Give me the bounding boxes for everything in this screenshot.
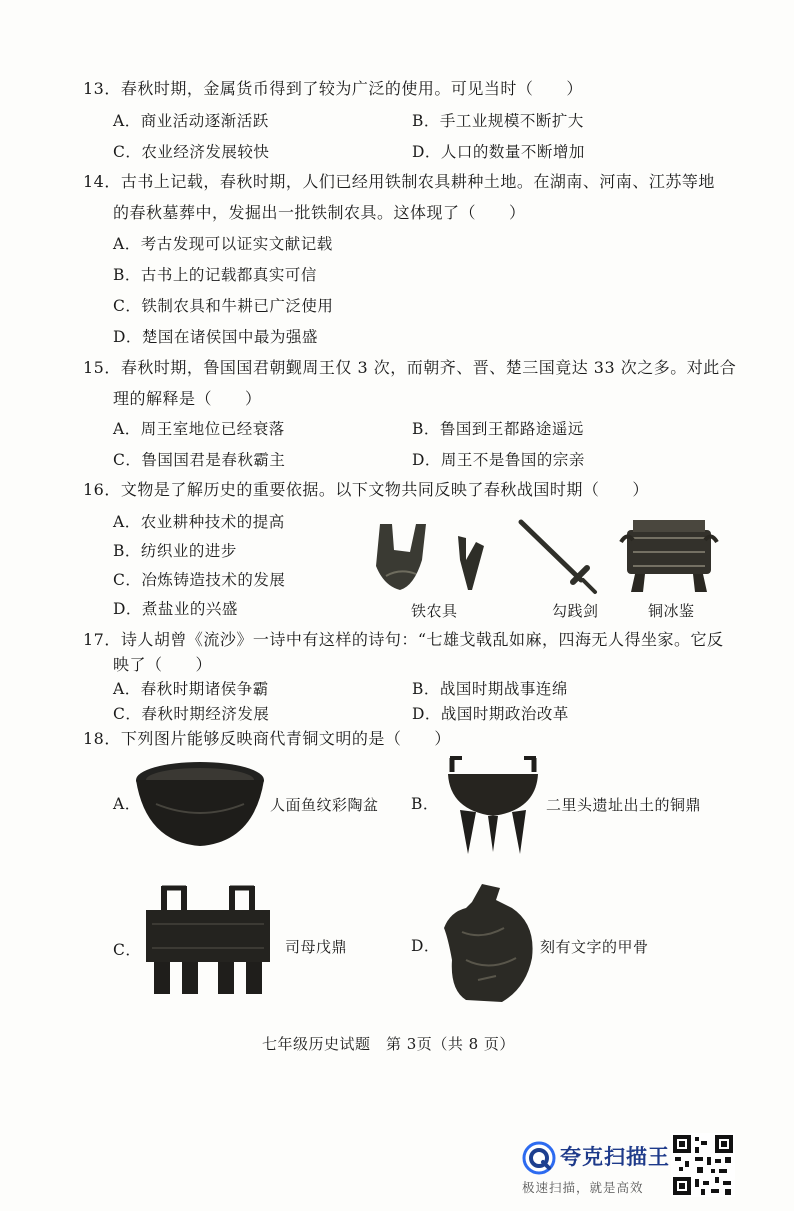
- q18-caption-d: 刻有文字的甲骨: [540, 938, 649, 956]
- q17-stem-line2: 映了（ ）: [113, 655, 213, 674]
- q18-label-c: C．: [113, 941, 142, 959]
- q18-caption-a: 人面鱼纹彩陶盆: [270, 796, 379, 814]
- q13-option-b: B．手工业规模不断扩大: [412, 112, 584, 130]
- q15-option-b: B．鲁国到王都路途遥远: [412, 420, 584, 438]
- q16-caption-iron-tools: 铁农具: [411, 602, 458, 620]
- qr-code-icon: [671, 1133, 735, 1197]
- q14-option-d: D．楚国在诸侯国中最为强盛: [113, 328, 318, 346]
- q17-option-d: D．战国时期政治改革: [412, 705, 569, 723]
- q14-option-b: B．古书上的记载都真实可信: [113, 266, 317, 284]
- q14-stem-line1: 14．古书上记载，春秋时期，人们已经用铁制农具耕种土地。在湖南、河南、江苏等地: [83, 172, 715, 191]
- iron-tool-icon: [370, 516, 500, 598]
- pottery-basin-icon: [134, 760, 266, 850]
- q13-option-c: C．农业经济发展较快: [113, 143, 270, 161]
- simuwu-ding-icon: [142, 884, 274, 996]
- oracle-bone-icon: [442, 880, 538, 1004]
- sword-icon: [515, 516, 605, 596]
- q18-caption-b: 二里头遗址出土的铜鼎: [546, 796, 702, 814]
- q14-option-c: C．铁制农具和牛耕已广泛使用: [113, 297, 334, 315]
- q14-option-a: A．考古发现可以证实文献记载: [113, 235, 333, 253]
- q15-option-a: A．周王室地位已经衰落: [113, 420, 285, 438]
- q15-option-d: D．周王不是鲁国的宗亲: [412, 451, 585, 469]
- brand-name: 夸克扫描王: [560, 1145, 670, 1169]
- q16-option-b: B．纺织业的进步: [113, 542, 237, 560]
- q16-caption-goujian-sword: 勾践剑: [552, 602, 599, 620]
- q17-option-b: B．战国时期战事连绵: [412, 680, 568, 698]
- q16-option-d: D．煮盐业的兴盛: [113, 600, 238, 618]
- q17-option-c: C．春秋时期经济发展: [113, 705, 270, 723]
- q16-option-c: C．冶炼铸造技术的发展: [113, 571, 286, 589]
- q13-option-d: D．人口的数量不断增加: [412, 143, 585, 161]
- brand-slogan: 极速扫描，就是高效: [522, 1180, 644, 1195]
- q15-option-c: C．鲁国国君是春秋霸主: [113, 451, 286, 469]
- q17-option-a: A．春秋时期诸侯争霸: [113, 680, 269, 698]
- q15-stem-line2: 理的解释是（ ）: [113, 389, 262, 408]
- q18-caption-c: 司母戊鼎: [285, 938, 348, 956]
- q15-stem-line1: 15．春秋时期，鲁国国君朝觐周王仅 3 次，而朝齐、晋、楚三国竟达 33 次之多。对此合: [83, 358, 737, 377]
- q13-stem: 13．春秋时期，金属货币得到了较为广泛的使用。可见当时（ ）: [83, 79, 583, 98]
- page-footer: 七年级历史试题 第 3页（共 8 页）: [262, 1035, 515, 1053]
- q16-stem: 16．文物是了解历史的重要依据。以下文物共同反映了春秋战国时期（ ）: [83, 480, 649, 499]
- bronze-ding-icon: [440, 752, 546, 856]
- q16-option-a: A．农业耕种技术的提高: [113, 513, 285, 531]
- quark-logo-icon: [522, 1141, 556, 1175]
- q18-label-b: B．: [411, 795, 439, 813]
- q13-option-a: A．商业活动逐渐活跃: [113, 112, 269, 130]
- q18-stem: 18．下列图片能够反映商代青铜文明的是（ ）: [83, 729, 451, 748]
- q14-stem-line2: 的春秋墓葬中，发掘出一批铁制农具。这体现了（ ）: [113, 203, 526, 222]
- q16-caption-bronze-icebox: 铜冰鉴: [648, 602, 695, 620]
- q17-stem-line1: 17．诗人胡曾《流沙》一诗中有这样的诗句：“七雄戈戟乱如麻，四海无人得坐家。它反: [83, 630, 724, 649]
- q18-label-a: A．: [113, 795, 141, 813]
- bronze-vessel-icon: [619, 512, 719, 596]
- q18-label-d: D．: [411, 937, 440, 955]
